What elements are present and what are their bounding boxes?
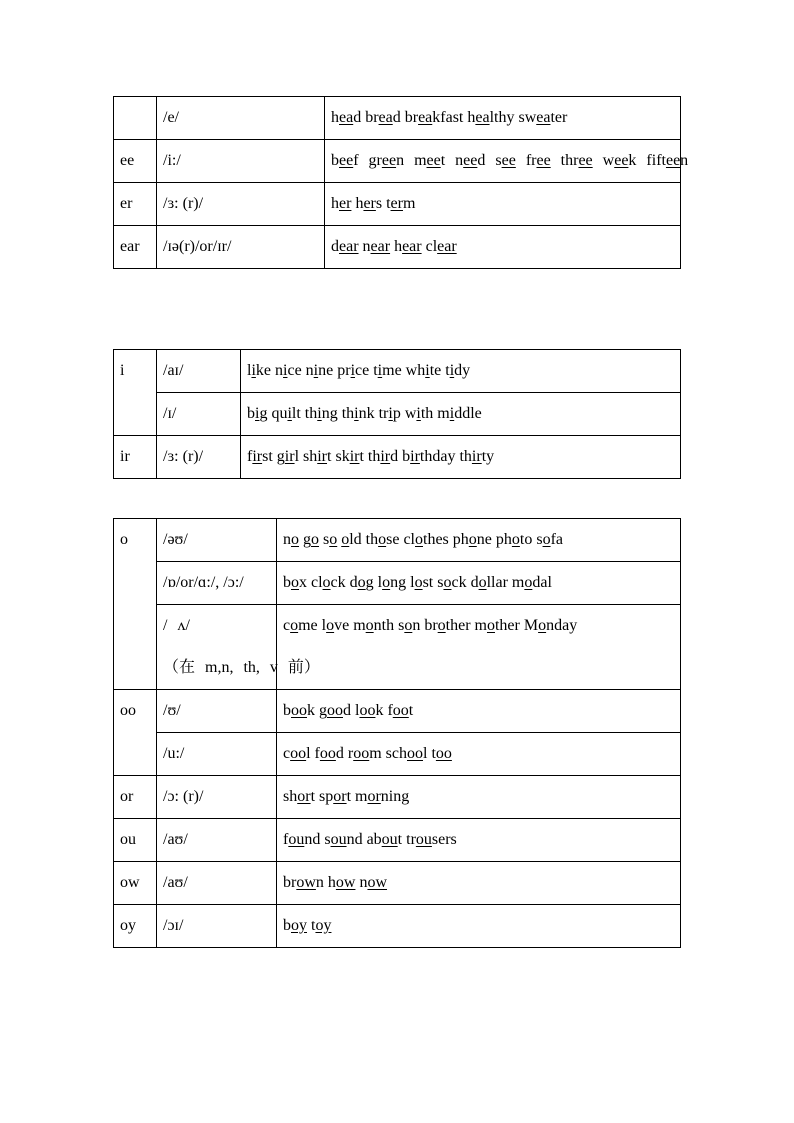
letter-cell [114, 97, 157, 140]
underlined-letters: oo [291, 702, 307, 719]
underlined-letters: ir [380, 448, 391, 465]
underlined-letters: o [538, 617, 547, 634]
example-words: cool food room school too [277, 733, 681, 776]
underlined-letters: oo [359, 702, 376, 719]
example-words: no go so old those clothes phone photo sofa [277, 519, 681, 562]
table-row [114, 776, 681, 819]
underlined-letters: ea [536, 109, 551, 126]
underlined-letters: ee [578, 152, 593, 169]
underlined-letters: o [311, 531, 319, 548]
table-row [114, 350, 681, 393]
underlined-letters: i [377, 362, 383, 379]
underlined-letters: ea [418, 109, 433, 126]
underlined-letters: ir [410, 448, 420, 465]
underlined-letters: er [339, 195, 352, 212]
sound-cell: /ɔ: (r)/ [157, 776, 277, 819]
table-row [114, 905, 681, 948]
underlined-letters: er [363, 195, 376, 212]
table-row [114, 605, 681, 690]
underlined-letters: ou [288, 831, 305, 848]
underlined-letters: o [378, 531, 387, 548]
underlined-letters: oy [315, 917, 332, 934]
sound-cell: /ɜ: (r)/ [157, 436, 241, 479]
underlined-letters: o [382, 574, 391, 591]
sound-cell: /ɪ/ [157, 393, 241, 436]
underlined-letters: ee [426, 152, 441, 169]
vowel-table-o-oo-or-ou-ow-oy [113, 518, 681, 948]
underlined-letters: i [425, 362, 430, 379]
sound-cell [157, 605, 320, 690]
sound-cell: /i:/ [157, 140, 325, 183]
underlined-letters: ee [665, 152, 681, 169]
underlined-letters: ear [370, 238, 391, 255]
example-words: brown how now [277, 862, 681, 905]
underlined-letters: o [443, 574, 452, 591]
sound-cell: /ɜ: (r)/ [157, 183, 325, 226]
sound-cell: /e/ [157, 97, 325, 140]
underlined-letters: o [329, 531, 338, 548]
underlined-letters: o [468, 531, 477, 548]
underlined-letters: ow [296, 874, 316, 891]
underlined-letters: ear [339, 238, 359, 255]
letter-cell: er [114, 183, 157, 226]
underlined-letters: i [287, 405, 292, 422]
example-words: like nice nine price time white tidy [241, 350, 681, 393]
example-words: big quilt thing think trip with middle [241, 393, 681, 436]
underlined-letters: o [511, 531, 520, 548]
sound-symbol: / ʌ/ [163, 617, 190, 634]
table-row [114, 862, 681, 905]
underlined-letters: oy [291, 917, 307, 934]
letter-cell: oy [114, 905, 157, 948]
vowel-table-i-ir [113, 349, 681, 479]
underlined-letters: i [251, 362, 256, 379]
example-words: her hers term [325, 183, 681, 226]
underlined-letters: ir [317, 448, 328, 465]
underlined-letters: ir [284, 448, 295, 465]
underlined-letters: ea [339, 109, 354, 126]
underlined-letters: o [415, 531, 423, 548]
example-words: box clock dog long lost sock dollar modal [277, 562, 681, 605]
underlined-letters: or [367, 788, 381, 805]
letter-cell: oo [114, 690, 157, 776]
table-row [114, 97, 681, 140]
table-row [114, 436, 681, 479]
underlined-letters: ea [378, 109, 393, 126]
sound-cell: /ɪə(r)/or/ɪr/ [157, 226, 325, 269]
example-words: dear near hear clear [325, 226, 681, 269]
underlined-letters: or [297, 788, 311, 805]
underlined-letters: ee [536, 152, 551, 169]
sound-cell: /ɒ/or/ɑ:/, /ɔ:/ [157, 562, 277, 605]
sound-note: （在 m,n, th, v 前） [163, 659, 320, 676]
underlined-letters: i [313, 362, 319, 379]
underlined-letters: i [449, 362, 455, 379]
underlined-letters: oo [435, 745, 452, 762]
underlined-letters: o [357, 574, 366, 591]
underlined-letters: i [283, 362, 288, 379]
letter-cell: ou [114, 819, 157, 862]
underlined-letters: ear [402, 238, 422, 255]
underlined-letters: ow [335, 874, 356, 891]
table-row [114, 140, 681, 183]
underlined-letters: ee [614, 152, 629, 169]
table-row [114, 819, 681, 862]
underlined-letters: i [350, 362, 356, 379]
underlined-letters: ee [501, 152, 516, 169]
underlined-letters: i [255, 405, 260, 422]
example-words: head bread breakfast healthy sweater [325, 97, 681, 140]
table-row [114, 690, 681, 733]
example-words: boy toy [277, 905, 681, 948]
example-words: beef green meet need see free three week fifteen [325, 140, 681, 183]
table-row [114, 183, 681, 226]
letter-cell: ee [114, 140, 157, 183]
underlined-letters: o [290, 617, 299, 634]
underlined-letters: o [322, 574, 331, 591]
letter-cell: ir [114, 436, 157, 479]
table-row [114, 226, 681, 269]
letter-cell: ear [114, 226, 157, 269]
table-row [114, 393, 681, 436]
table-row [114, 519, 681, 562]
underlined-letters: o [291, 574, 299, 591]
table-row [114, 733, 681, 776]
letter-cell: o [114, 519, 157, 690]
underlined-letters: ir [252, 448, 263, 465]
underlined-letters: ou [330, 831, 347, 848]
underlined-letters: er [390, 195, 403, 212]
letter-cell: i [114, 350, 157, 436]
letter-cell: or [114, 776, 157, 819]
example-words: first girl shirt skirt third birthday thirty [241, 436, 681, 479]
underlined-letters: ee [381, 152, 397, 169]
underlined-letters: ee [463, 152, 478, 169]
underlined-letters: ea [475, 109, 490, 126]
underlined-letters: oo [290, 745, 307, 762]
underlined-letters: o [478, 574, 487, 591]
underlined-letters: oo [319, 745, 336, 762]
sound-cell: /aɪ/ [157, 350, 241, 393]
underlined-letters: o [365, 617, 374, 634]
underlined-letters: or [333, 788, 347, 805]
underlined-letters: ir [471, 448, 482, 465]
underlined-letters: i [354, 405, 359, 422]
example-words: book good look foot [277, 690, 681, 733]
sound-cell: /u:/ [157, 733, 277, 776]
sound-cell: /ɔɪ/ [157, 905, 277, 948]
sound-cell: /ʊ/ [157, 690, 277, 733]
underlined-letters: o [542, 531, 551, 548]
underlined-letters: i [317, 405, 322, 422]
underlined-letters: oo [353, 745, 370, 762]
underlined-letters: ir [349, 448, 360, 465]
underlined-letters: oo [327, 702, 343, 719]
underlined-letters: o [524, 574, 533, 591]
example-words: come love month son brother mother Monday [277, 605, 681, 690]
vowel-table-e-ee-er-ear [113, 96, 689, 269]
underlined-letters: oo [392, 702, 409, 719]
sound-cell: /aʊ/ [157, 862, 277, 905]
letter-cell: ow [114, 862, 157, 905]
underlined-letters: o [341, 531, 350, 548]
underlined-letters: i [449, 405, 455, 422]
sound-cell: /aʊ/ [157, 819, 277, 862]
underlined-letters: oo [407, 745, 423, 762]
underlined-letters: ee [339, 152, 354, 169]
underlined-letters: o [486, 617, 495, 634]
underlined-letters: ear [437, 238, 457, 255]
underlined-letters: o [414, 574, 423, 591]
sound-cell: /əʊ/ [157, 519, 277, 562]
example-words: short sport morning [277, 776, 681, 819]
underlined-letters: o [404, 617, 413, 634]
underlined-letters: o [291, 531, 299, 548]
table-row [114, 562, 681, 605]
underlined-letters: i [416, 405, 421, 422]
example-words: found sound about trousers [277, 819, 681, 862]
underlined-letters: o [326, 617, 335, 634]
underlined-letters: ow [367, 874, 388, 891]
underlined-letters: o [437, 617, 446, 634]
underlined-letters: ou [415, 831, 432, 848]
underlined-letters: ou [381, 831, 398, 848]
underlined-letters: i [388, 405, 393, 422]
